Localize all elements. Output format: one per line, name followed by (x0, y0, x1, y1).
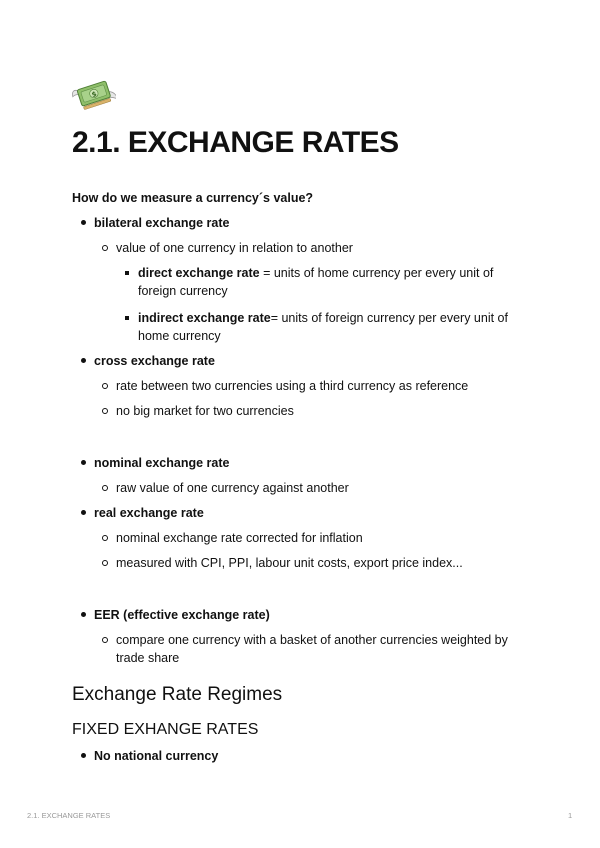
bullet-icon (81, 612, 86, 617)
list-item-real-desc-2: measured with CPI, PPI, labour unit costs, export price index... (116, 556, 463, 570)
bullet-icon (81, 358, 86, 363)
bullet-square-icon (125, 271, 129, 275)
bullet-circle-icon (102, 245, 108, 251)
direct-term: direct exchange rate (138, 266, 260, 280)
bullet-icon (81, 460, 86, 465)
heading-fixed-exchange-rates: FIXED EXHANGE RATES (72, 721, 259, 738)
bullet-circle-icon (102, 485, 108, 491)
bullet-circle-icon (102, 637, 108, 643)
section-question: How do we measure a currency´s value? (72, 191, 314, 205)
money-with-wings-icon (72, 74, 116, 114)
list-item-eer-desc: compare one currency with a basket of another currencies weighted by (116, 633, 508, 647)
list-item-cross-desc-2: no big market for two currencies (116, 404, 294, 418)
bullet-circle-icon (102, 408, 108, 414)
list-item-cross: cross exchange rate (94, 354, 215, 368)
bullet-icon (81, 510, 86, 515)
bullet-icon (81, 220, 86, 225)
bullet-square-icon (125, 316, 129, 320)
list-item-eer-desc-cont: trade share (116, 651, 180, 665)
direct-definition-cont: foreign currency (138, 284, 228, 298)
bullet-circle-icon (102, 535, 108, 541)
page-title: 2.1. EXCHANGE RATES (72, 126, 399, 159)
indirect-definition-cont: home currency (138, 329, 221, 343)
footer-page-number: 1 (568, 811, 573, 820)
list-item-bilateral: bilateral exchange rate (94, 216, 230, 230)
list-item-bilateral-desc: value of one currency in relation to another (116, 241, 353, 255)
bullet-circle-icon (102, 383, 108, 389)
direct-definition: = units of home currency per every unit of (259, 266, 494, 280)
list-item-direct (138, 264, 493, 282)
indirect-definition: = units of foreign currency per every unit of (270, 311, 508, 325)
list-item-indirect (138, 309, 508, 327)
list-item-real: real exchange rate (94, 506, 204, 520)
list-item-eer: EER (effective exchange rate) (94, 608, 270, 622)
footer-title: 2.1. EXCHANGE RATES (27, 811, 111, 820)
list-item-cross-desc-1: rate between two currencies using a third currency as reference (116, 379, 469, 393)
list-item-nominal-desc: raw value of one currency against another (116, 481, 349, 495)
svg-text:$: $ (90, 89, 98, 100)
list-item-nominal: nominal exchange rate (94, 456, 230, 470)
bullet-circle-icon (102, 560, 108, 566)
list-item-no-national-currency: No national currency (94, 749, 219, 763)
list-item-real-desc-1: nominal exchange rate corrected for inflation (116, 531, 363, 545)
bullet-icon (81, 753, 86, 758)
indirect-term: indirect exchange rate (138, 311, 271, 325)
heading-exchange-rate-regimes: Exchange Rate Regimes (72, 684, 283, 705)
